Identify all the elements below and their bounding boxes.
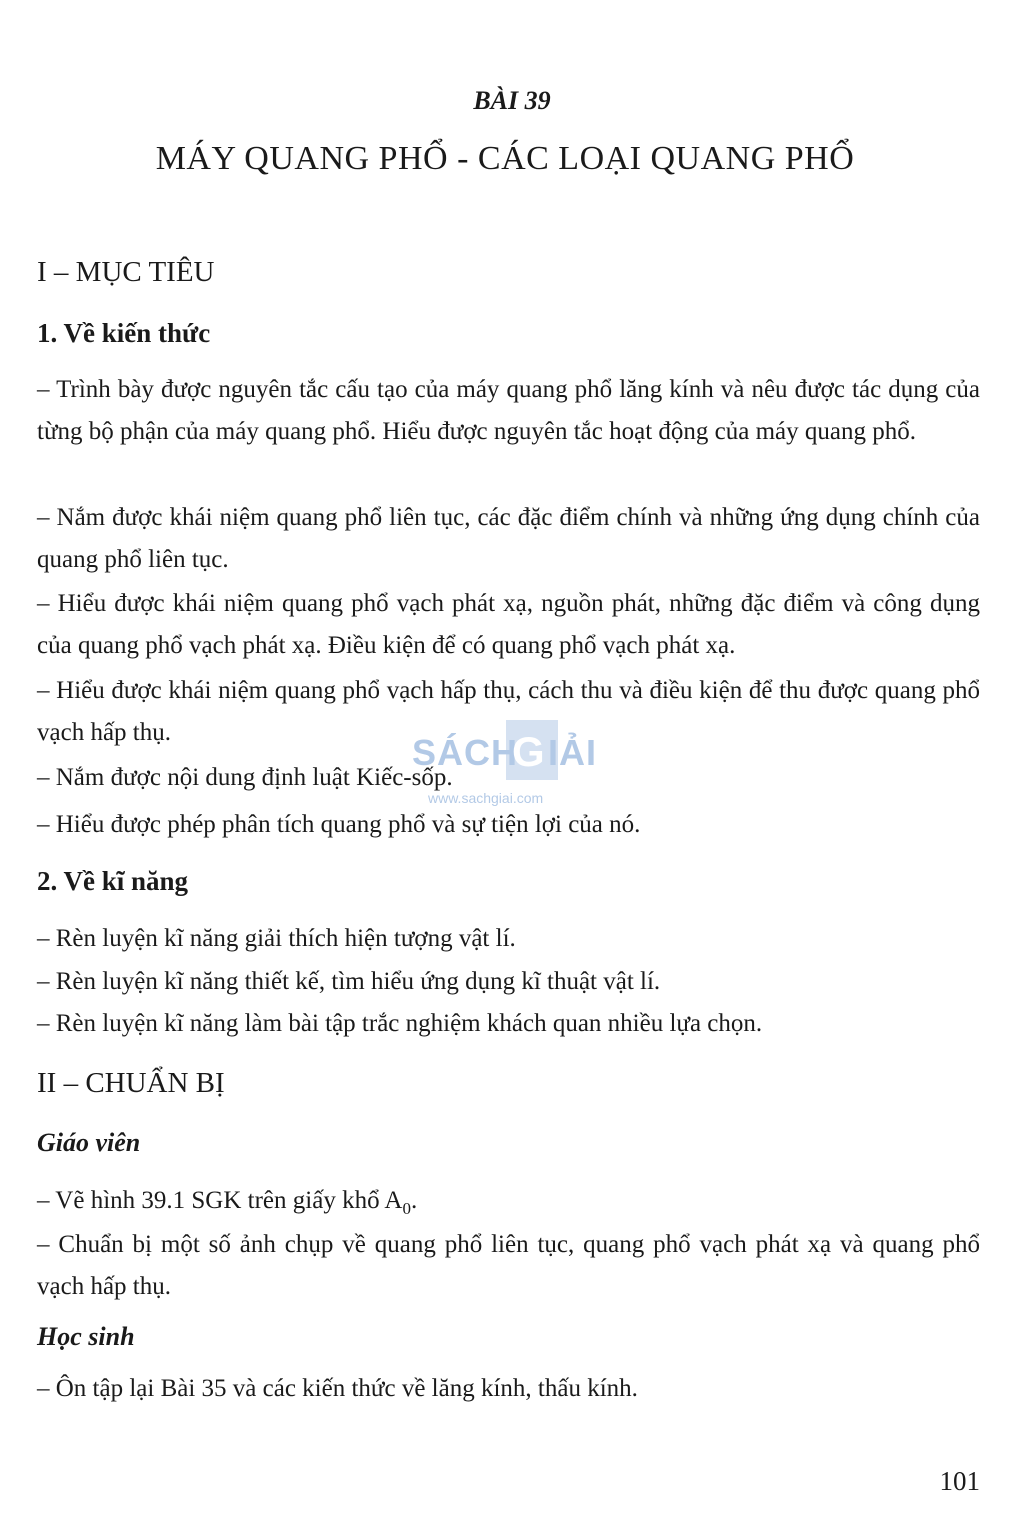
lesson-number: BÀI 39 — [473, 86, 551, 115]
teacher-item-1 — [37, 1180, 980, 1230]
watermark-url: www.sachgiai.com — [428, 790, 544, 806]
section-objectives-heading: I – MỤC TIÊU — [37, 256, 215, 288]
page-title: MÁY QUANG PHỔ - CÁC LOẠI QUANG PHỔ — [155, 140, 855, 177]
knowledge-item-4: – Hiểu được khái niệm quang phổ vạch hấp thụ, cách thu và điều kiện để thu được quang phổ vạch hấp thụ. — [37, 677, 980, 746]
watermark-text-left: SÁCH — [412, 732, 519, 773]
teacher-item-2: – Chuẩn bị một số ảnh chụp về quang phổ liên tục, quang phổ vạch phát xạ và quang phổ vạch hấp thụ. — [37, 1231, 980, 1300]
student-item-1: – Ôn tập lại Bài 35 và các kiến thức về lăng kính, thấu kính. — [37, 1375, 638, 1402]
knowledge-item-5: – Nắm được nội dung định luật Kiếc-sốp. — [37, 764, 453, 791]
teacher-item-1-subscript: 0 — [402, 1199, 411, 1218]
student-heading: Học sinh — [37, 1322, 135, 1351]
watermark-text-right: IẢI — [548, 732, 598, 773]
skills-heading: 2. Về kĩ năng — [37, 866, 189, 896]
knowledge-item-3: – Hiểu được khái niệm quang phổ vạch phát xạ, nguồn phát, những đặc điểm và công dụng của quang phổ vạch phát xạ. Điều kiện để có quang phổ vạch phát xạ. — [37, 590, 980, 659]
skills-item-2: – Rèn luyện kĩ năng thiết kế, tìm hiểu ứng dụng kĩ thuật vật lí. — [37, 968, 661, 995]
teacher-item-1-text: – Vẽ hình 39.1 SGK trên giấy khổ A — [37, 1187, 403, 1214]
teacher-item-1-end: . — [411, 1187, 418, 1214]
knowledge-item-2: – Nắm được khái niệm quang phổ liên tục, các đặc điểm chính và những ứng dụng chính của quang phổ liên tục. — [37, 504, 980, 573]
knowledge-item-1: – Trình bày được nguyên tắc cấu tạo của máy quang phổ lăng kính và nêu được tác dụng của từng bộ phận của máy quang phổ. Hiểu được nguyên tắc hoạt động của máy quang phổ. — [37, 376, 980, 445]
skills-item-3: – Rèn luyện kĩ năng làm bài tập trắc nghiệm khách quan nhiều lựa chọn. — [37, 1010, 763, 1037]
watermark-box-letter: G — [512, 728, 545, 775]
skills-item-1: – Rèn luyện kĩ năng giải thích hiện tượng vật lí. — [37, 925, 516, 952]
teacher-heading: Giáo viên — [37, 1128, 141, 1157]
knowledge-item-6: – Hiểu được phép phân tích quang phổ và sự tiện lợi của nó. — [37, 811, 641, 838]
page-number: 101 — [939, 1466, 980, 1496]
section-preparation-heading: II – CHUẨN BỊ — [37, 1067, 225, 1099]
knowledge-heading: 1. Về kiến thức — [37, 318, 211, 348]
